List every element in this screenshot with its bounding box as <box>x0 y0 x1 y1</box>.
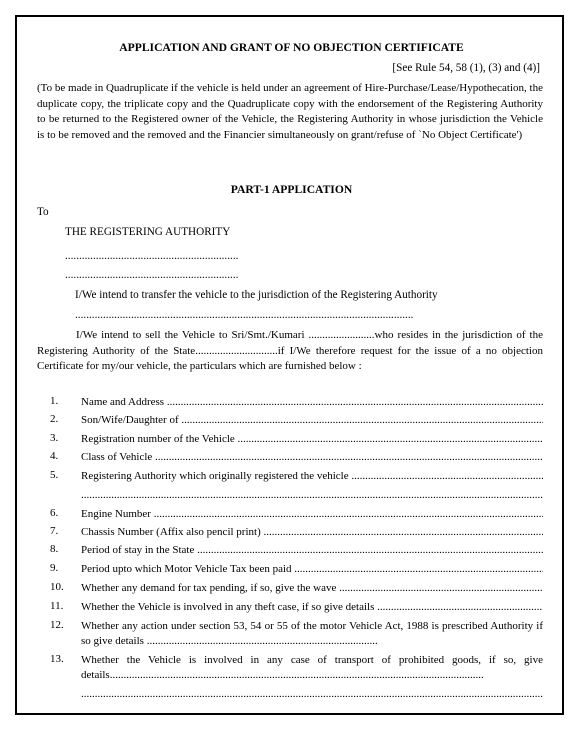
item-prohibited-goods: Whether the Vehicle is involved in any case of transport of prohibited goods, if so, give details........................................................................................................................................ <box>81 654 543 681</box>
to-label: To <box>37 206 49 218</box>
item-number: 4. <box>50 450 59 462</box>
item-number: 5. <box>50 469 59 481</box>
item-chassis-number: Chassis Number (Affix also pencil print) ..... <box>81 525 543 540</box>
item-relation: Son/Wife/Daughter of ..... <box>81 413 543 428</box>
item-registration-number: Registration number of the Vehicle ..... <box>81 432 543 447</box>
item-vehicle-class: Class of Vehicle ..... <box>81 450 543 465</box>
transfer-blank: ......................................................................................................................... <box>75 309 414 321</box>
intro-note: (To be made in Quadruplicate if the vehicle is held under an agreement of Hire-Purchase/Lease/Hypothecation, the duplicate copy, the triplicate copy and the Quadruplicate copy with the endorsement of the Registering Authority to be returned to the Registered owner of the Vehicle, the Registering Authority in whose jurisdiction the Vehicle is to be removed and the removed and the Financier simultaneously on grant/refuse of `No Object Certificate') <box>37 82 543 141</box>
item-number: 12. <box>50 619 64 631</box>
transfer-statement: I/We intend to transfer the vehicle to the jurisdiction of the Registering Authority <box>75 289 438 301</box>
item-number: 9. <box>50 562 59 574</box>
item-number: 2. <box>50 413 59 425</box>
item-engine-number: Engine Number ..... <box>81 507 543 522</box>
item-original-authority-continuation <box>81 488 543 503</box>
item-number: 13. <box>50 653 64 665</box>
address-line-2: .............................................................. <box>65 269 239 281</box>
item-number: 6. <box>50 507 59 519</box>
rule-reference: [See Rule 54, 58 (1), (3) and (4)] <box>392 62 540 74</box>
addressee: THE REGISTERING AUTHORITY <box>65 226 231 238</box>
document-title: APPLICATION AND GRANT OF NO OBJECTION CERTIFICATE <box>119 41 464 54</box>
item-tax-demand: Whether any demand for tax pending, if so, give the wave ..... <box>81 581 543 596</box>
item-number: 3. <box>50 432 59 444</box>
item-number: 1. <box>50 395 59 407</box>
item-period-of-stay: Period of stay in the State ..... <box>81 543 543 558</box>
item-number: 8. <box>50 543 59 555</box>
sell-paragraph: I/We intend to sell the Vehicle to Sri/Smt./Kumari ........................who resides in the jurisdiction of the Registering Authority of the State..............................if I/We therefore request for the issue of a no objection Certificate for my/our vehicle, the particulars which are furnished below : <box>37 329 543 372</box>
address-line-1: .............................................................. <box>65 250 239 262</box>
item-number: 7. <box>50 525 59 537</box>
item-name-address: Name and Address ..... <box>81 395 543 410</box>
item-theft-case: Whether the Vehicle is involved in any theft case, if so give details ..... <box>81 600 543 615</box>
item-tax-paid-period: Period upto which Motor Vehicle Tax been paid ..... <box>81 562 543 577</box>
item-number: 11. <box>50 600 64 612</box>
item-number: 10. <box>50 581 64 593</box>
part-heading: PART-1 APPLICATION <box>230 183 353 196</box>
item-action-section: Whether any action under section 53, 54 or 55 of the motor Vehicle Act, 1988 is prescribed Authority if so give details .................................................................................... <box>81 620 543 647</box>
item-prohibited-goods-continuation <box>81 687 543 702</box>
document-frame <box>15 15 564 715</box>
item-original-authority: Registering Authority which originally registered the vehicle ..... <box>81 469 543 484</box>
